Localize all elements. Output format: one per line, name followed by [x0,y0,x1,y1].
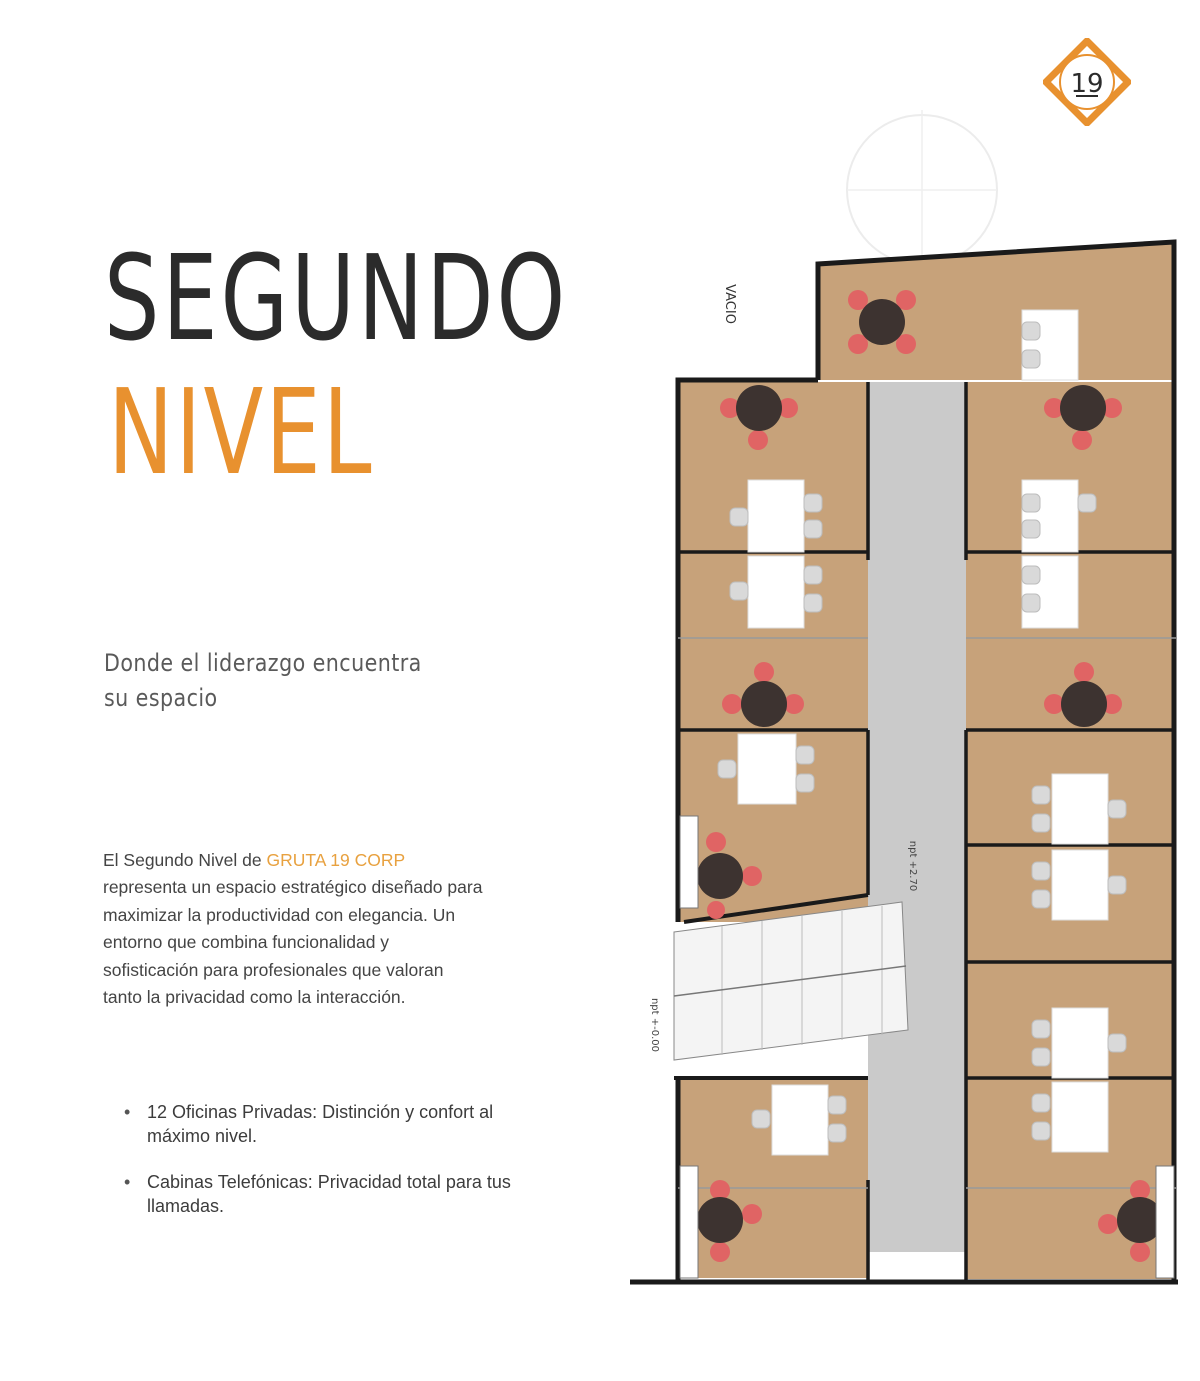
floor-plan [612,100,1200,1300]
corridor [868,382,966,1252]
description-body: representa un espacio estratégico diseñado para maximizar la productividad con elegancia. Un entorno que combina funcionalidad y sofisticación para profesionales que valoran tanto la privacidad como la interacción. [103,877,483,1008]
phone-booth-bottom-right [1156,1166,1174,1278]
tagline: Donde el liderazgo encuentra su espacio [104,649,422,712]
page-title-line-1: SEGUNDO [104,229,569,367]
phone-booth-left [680,816,698,908]
brand-name: GRUTA 19 CORP [266,849,405,870]
void-label: VACIO [722,284,737,324]
description [103,847,483,1013]
phone-booth-bottom-left [680,1166,698,1278]
level-upper-label: npt +2.70 [907,840,918,892]
description-prefix: El Segundo Nivel de [103,849,267,870]
feature-item-offices: • 12 Oficinas Privadas: Distinción y confort al máximo nivel. [124,1100,524,1148]
feature-list [124,1100,524,1240]
level-lower-label: npt +-0.00 [649,997,660,1053]
logo-text: 19 [1070,69,1104,99]
page-title-line-2: NIVEL [108,363,374,501]
feature-item-phone-booths: • Cabinas Telefónicas: Privacidad total para tus llamadas. [124,1170,524,1218]
